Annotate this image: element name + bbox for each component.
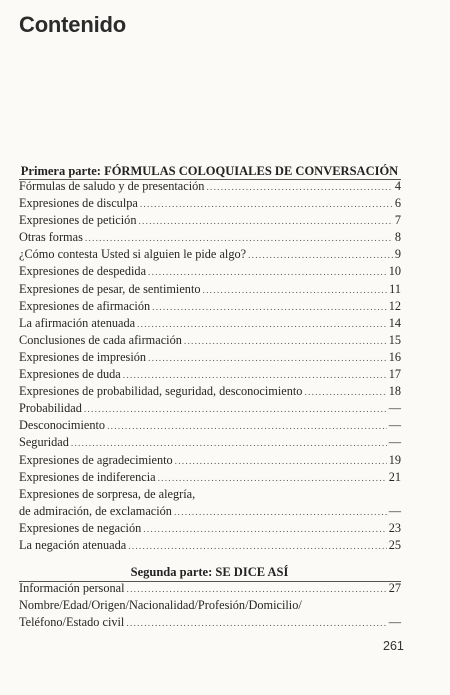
toc-leader <box>304 388 386 398</box>
part1-heading: Primera parte: FÓRMULAS COLOQUIALES DE CONVERSACIÓN <box>20 164 399 178</box>
toc-entry <box>19 196 401 213</box>
toc-entry-label: La afirmación atenuada <box>19 315 136 330</box>
toc-entry <box>19 384 401 401</box>
toc-entry-label: Fórmulas de saludo y de presentación <box>19 179 205 193</box>
toc-leader <box>85 234 393 244</box>
toc-entry <box>19 401 401 418</box>
toc-entry <box>19 264 401 281</box>
toc-entry <box>19 367 401 384</box>
toc-entry-label: Teléfono/Estado civil <box>19 615 125 630</box>
toc-leader <box>158 474 387 484</box>
toc-entry-page: 4 <box>394 179 401 193</box>
toc-leader <box>137 320 387 330</box>
toc-entry-page: 9 <box>394 247 401 262</box>
toc-entry-page: 7 <box>394 213 401 228</box>
toc-entry-page: 17 <box>388 367 401 382</box>
toc-entry <box>19 435 401 452</box>
toc-entry-page: 23 <box>388 520 401 535</box>
toc-entry <box>19 179 401 196</box>
toc-entry-label: Expresiones de indiferencia <box>19 469 156 484</box>
toc-entry-label: Conclusiones de cada afirmación <box>19 332 182 347</box>
toc-entry-label: Seguridad <box>19 435 69 450</box>
toc-entry <box>19 230 401 247</box>
toc-entry-label: Expresiones de negación <box>19 520 142 535</box>
toc-entry-page: 8 <box>394 230 401 245</box>
toc-leader <box>84 405 387 415</box>
toc-entry <box>19 418 401 435</box>
toc-entry-label: Expresiones de sorpresa, de alegría, <box>19 486 196 501</box>
toc-entry-page: 21 <box>388 469 401 484</box>
toc-leader <box>126 619 386 629</box>
toc-entry-label: Expresiones de petición <box>19 213 137 228</box>
toc-entry-label: Información personal <box>19 581 125 595</box>
toc-leader <box>148 354 387 364</box>
toc-leader <box>128 542 387 552</box>
toc-entry <box>19 487 401 504</box>
toc-entry-label: Expresiones de afirmación <box>19 298 151 313</box>
toc-entry <box>19 247 401 264</box>
toc-entry-page: — <box>388 418 401 433</box>
toc-entry-page: 6 <box>394 196 401 211</box>
part2-heading: Segunda parte: SE DICE ASÍ <box>130 565 289 579</box>
part2-toc <box>19 581 401 632</box>
toc-entry-label: La negación atenuada <box>19 537 127 552</box>
toc-entry-page: — <box>388 435 401 450</box>
toc-leader <box>123 371 387 381</box>
toc-entry-label: Expresiones de probabilidad, seguridad, desconocimiento <box>19 384 303 399</box>
toc-entry-label: Otras formas <box>19 230 83 245</box>
toc-leader <box>148 268 387 278</box>
toc-entry-page: 14 <box>388 315 401 330</box>
toc-entry <box>19 598 401 615</box>
toc-leader <box>203 286 388 296</box>
toc-leader <box>152 303 387 313</box>
toc-entry-page: 19 <box>388 452 401 467</box>
toc-entry-page: 27 <box>388 581 401 595</box>
toc-entry-page: — <box>388 503 401 518</box>
toc-entry-label: de admiración, de exclamación <box>19 503 172 518</box>
page-title: Contenido <box>19 12 126 37</box>
toc-entry <box>19 470 401 487</box>
toc-entry-page: 25 <box>388 537 401 552</box>
toc-entry-page: — <box>388 615 401 630</box>
toc-entry <box>19 538 401 555</box>
toc-entry-page: 12 <box>388 298 401 313</box>
toc-leader <box>107 422 387 432</box>
toc-entry-label: Probabilidad <box>19 401 82 416</box>
part1-toc <box>19 179 401 555</box>
toc-entry-label: Nombre/Edad/Origen/Nacionalidad/Profesión/Domicilio/ <box>19 598 302 613</box>
toc-entry <box>19 333 401 350</box>
toc-entry-label: Desconocimiento <box>19 418 106 433</box>
toc-entry-label: Expresiones de despedida <box>19 264 147 279</box>
toc-entry-page: 18 <box>388 384 401 399</box>
toc-leader <box>138 217 392 227</box>
toc-entry-label: ¿Cómo contesta Usted si alguien le pide algo? <box>19 247 247 262</box>
toc-leader <box>140 200 393 210</box>
toc-entry-label: Expresiones de agradecimiento <box>19 452 173 467</box>
toc-entry-label: Expresiones de impresión <box>19 349 147 364</box>
toc-entry-label: Expresiones de disculpa <box>19 196 138 211</box>
toc-entry-label: Expresiones de duda <box>19 367 121 382</box>
toc-entry <box>19 350 401 367</box>
toc-entry-label: Expresiones de pesar, de sentimiento <box>19 281 201 296</box>
toc-entry-page: 16 <box>388 349 401 364</box>
toc-leader <box>248 251 393 261</box>
toc-entry <box>19 213 401 230</box>
toc-entry-page: — <box>388 401 401 416</box>
toc-entry <box>19 581 401 598</box>
toc-entry <box>19 615 401 632</box>
toc-entry-page: 11 <box>389 281 401 296</box>
page-number: 261 <box>383 639 404 653</box>
toc-leader <box>143 525 386 535</box>
toc-leader <box>71 439 387 449</box>
toc-leader <box>206 183 392 193</box>
toc-leader <box>127 585 387 595</box>
toc-leader <box>175 457 387 467</box>
toc-entry <box>19 282 401 299</box>
toc-entry <box>19 299 401 316</box>
toc-entry-page: 15 <box>388 332 401 347</box>
toc-entry <box>19 453 401 470</box>
toc-entry <box>19 316 401 333</box>
toc-entry <box>19 521 401 538</box>
toc-entry-page: 10 <box>388 264 401 279</box>
toc-leader <box>184 337 387 347</box>
toc-entry <box>19 504 401 521</box>
toc-leader <box>174 508 387 518</box>
